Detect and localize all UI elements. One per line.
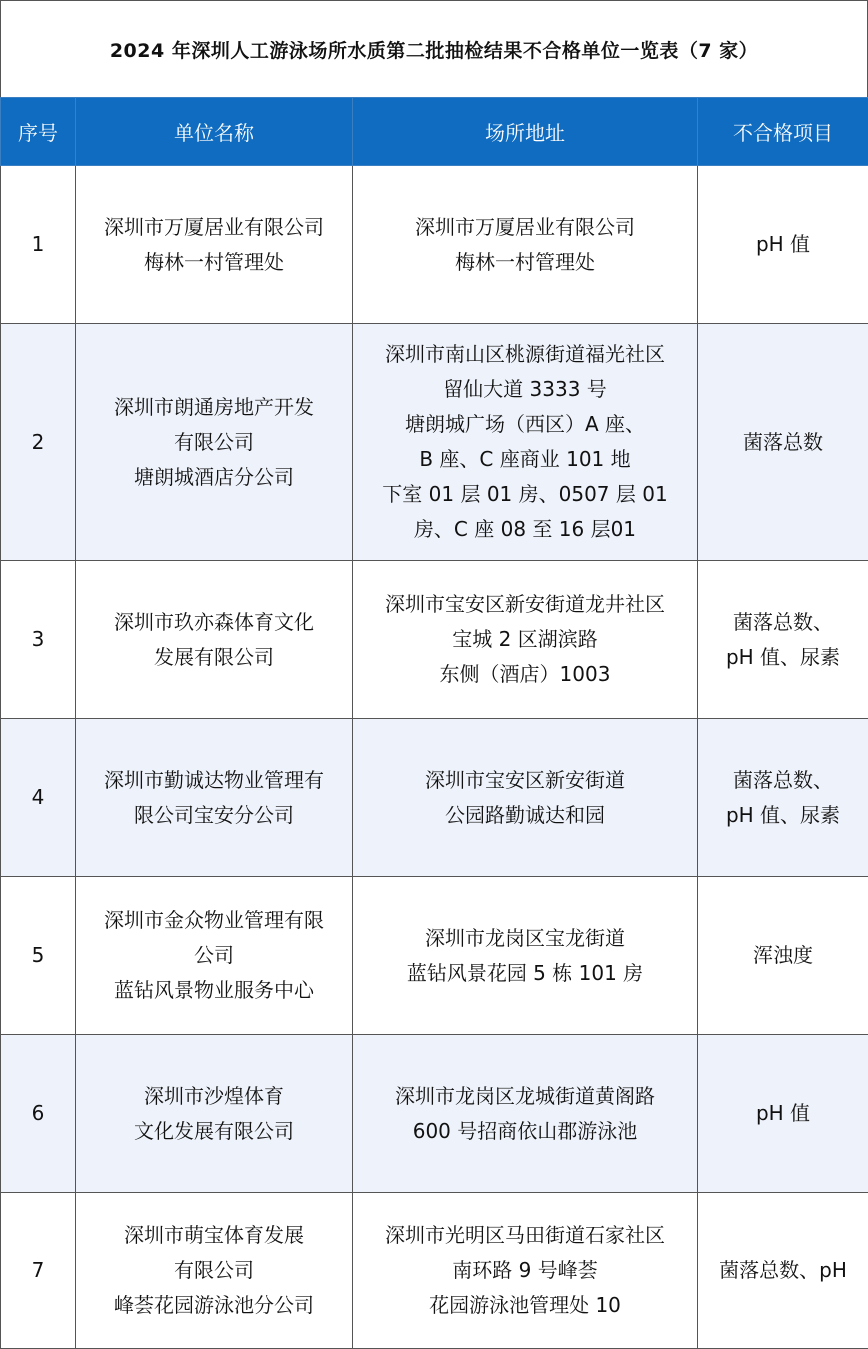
table-row: [1, 877, 868, 1035]
table-body: [1, 166, 868, 1349]
cell-no: 6: [1, 1035, 76, 1193]
header-no: 序号: [1, 98, 76, 166]
cell-failed-items: 浑浊度: [698, 877, 868, 1035]
header-address: 场所地址: [353, 98, 698, 166]
cell-no: 1: [1, 166, 76, 324]
cell-unit-name: 深圳市金众物业管理有限 公司 蓝钻风景物业服务中心: [76, 877, 353, 1035]
cell-address: 深圳市宝安区新安街道 公园路勤诚达和园: [353, 719, 698, 877]
cell-failed-items: 菌落总数: [698, 324, 868, 561]
table-row: [1, 1035, 868, 1193]
table-header: [1, 98, 868, 166]
cell-address: 深圳市南山区桃源街道福光社区 留仙大道 3333 号 塘朗城广场（西区）A 座、 B 座、C 座商业 101 地 下室 01 层 01 房、0507 层 01 房、C 座 08 至 16 层01: [353, 324, 698, 561]
cell-unit-name: 深圳市万厦居业有限公司 梅林一村管理处: [76, 166, 353, 324]
cell-failed-items: pH 值: [698, 166, 868, 324]
title-box: [0, 0, 868, 97]
results-table: [0, 97, 868, 1349]
cell-no: 3: [1, 561, 76, 719]
cell-unit-name: 深圳市玖亦森体育文化 发展有限公司: [76, 561, 353, 719]
table-row: [1, 719, 868, 877]
cell-no: 7: [1, 1193, 76, 1349]
table-row: [1, 1193, 868, 1349]
table-row: [1, 561, 868, 719]
cell-failed-items: 菌落总数、 pH 值、尿素: [698, 719, 868, 877]
cell-unit-name: 深圳市朗通房地产开发 有限公司 塘朗城酒店分公司: [76, 324, 353, 561]
cell-unit-name: 深圳市勤诚达物业管理有 限公司宝安分公司: [76, 719, 353, 877]
cell-unit-name: 深圳市萌宝体育发展 有限公司 峰荟花园游泳池分公司: [76, 1193, 353, 1349]
cell-failed-items: 菌落总数、pH: [698, 1193, 868, 1349]
cell-address: 深圳市宝安区新安街道龙井社区 宝城 2 区湖滨路 东侧（酒店）1003: [353, 561, 698, 719]
cell-address: 深圳市龙岗区龙城街道黄阁路 600 号招商依山郡游泳池: [353, 1035, 698, 1193]
cell-address: 深圳市光明区马田街道石家社区 南环路 9 号峰荟 花园游泳池管理处 10: [353, 1193, 698, 1349]
table-row: [1, 166, 868, 324]
header-failed-items: 不合格项目: [698, 98, 868, 166]
cell-address: 深圳市龙岗区宝龙街道 蓝钻风景花园 5 栋 101 房: [353, 877, 698, 1035]
table-title: 2024 年深圳人工游泳场所水质第二批抽检结果不合格单位一览表（7 家）: [110, 36, 758, 63]
header-row: [1, 98, 868, 166]
table-row: [1, 324, 868, 561]
cell-unit-name: 深圳市沙煌体育 文化发展有限公司: [76, 1035, 353, 1193]
cell-no: 4: [1, 719, 76, 877]
cell-failed-items: pH 值: [698, 1035, 868, 1193]
cell-no: 5: [1, 877, 76, 1035]
cell-no: 2: [1, 324, 76, 561]
header-unit-name: 单位名称: [76, 98, 353, 166]
cell-address: 深圳市万厦居业有限公司 梅林一村管理处: [353, 166, 698, 324]
cell-failed-items: 菌落总数、 pH 值、尿素: [698, 561, 868, 719]
